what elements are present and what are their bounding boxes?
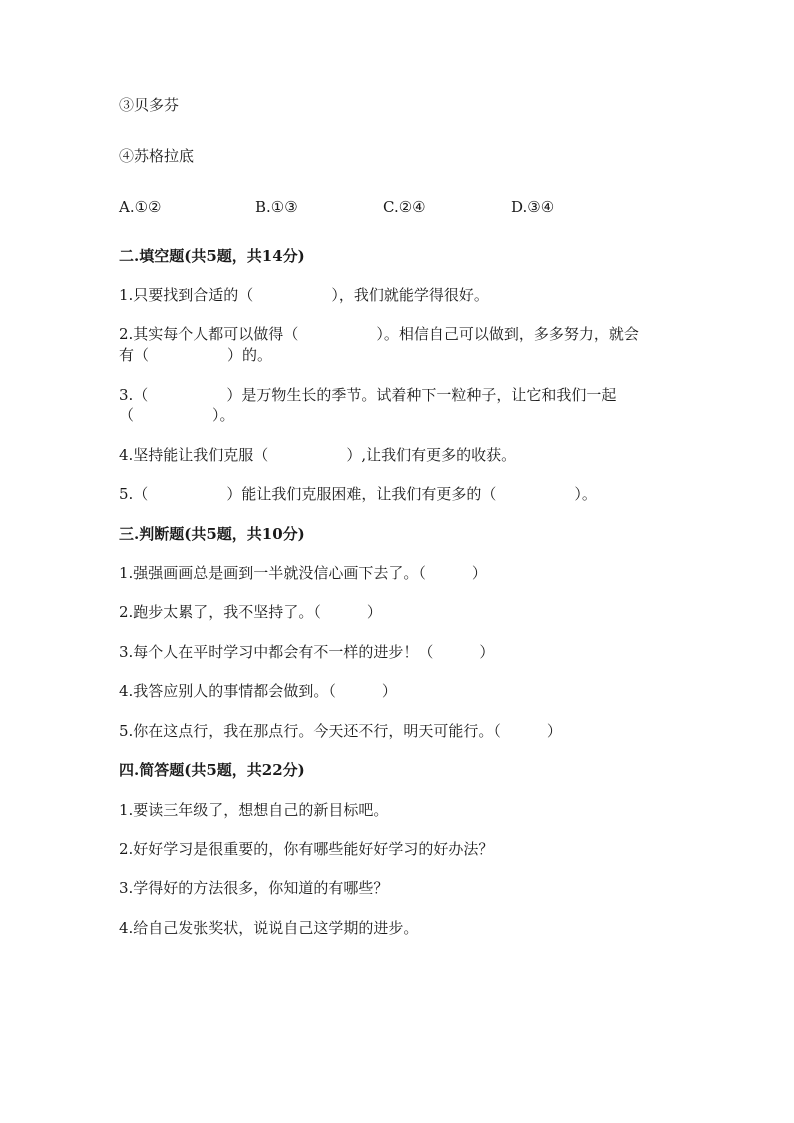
fill-q5-text-a: 5.（ (119, 485, 149, 503)
fill-q5-text-c: ）。 (574, 485, 597, 503)
fill-q1-text-b: ），我们就能学得很好。 (331, 286, 489, 304)
fill-section-heading: 二.填空题(共5题，共14分) (119, 247, 305, 265)
short-question-1: 1.要读三年级了，想想自己的新目标吧。 (119, 801, 389, 819)
judge-q1-text: 1.强强画画总是画到一半就没信心画下去了。（ (119, 564, 426, 582)
judge-section-heading: 三.判断题(共5题，共10分) (119, 525, 305, 543)
fill-q4-text-b: ）,让我们有更多的收获。 (346, 446, 517, 464)
short-section-heading: 四.简答题(共5题，共22分) (119, 761, 305, 779)
judge-q3-text: 3.每个人在平时学习中都会有不一样的进步！（ (119, 643, 434, 661)
judge-question-4 (119, 681, 397, 701)
fill-q3-text-b: ）是万物生长的季节。试着种下一粒种子，让它和我们一起 (226, 386, 617, 404)
fill-question-3-line-1 (119, 385, 616, 405)
judge-q4-text: 4.我答应别人的事情都会做到。（ (119, 682, 336, 700)
short-question-4: 4.给自己发张奖状，说说自己这学期的进步。 (119, 919, 419, 937)
fill-q3-text-d: ）。 (212, 406, 235, 424)
judge-q3-close: ） (479, 643, 495, 661)
judge-q2-close: ） (366, 603, 382, 621)
judge-question-2 (119, 602, 382, 622)
short-question-3: 3.学得好的方法很多，你知道的有哪些？ (119, 879, 389, 897)
judge-question-1 (119, 563, 487, 583)
judge-q5-close: ） (546, 722, 562, 740)
fill-question-3-line-2 (119, 405, 235, 425)
fill-q1-text-a: 1.只要找到合适的（ (119, 286, 254, 304)
fill-question-5 (119, 484, 597, 504)
fill-question-1 (119, 285, 489, 305)
mc-option-c: C.②④ (383, 198, 426, 216)
judge-question-5 (119, 721, 562, 741)
fill-q3-text-a: 3.（ (119, 386, 149, 404)
judge-q4-close: ） (381, 682, 397, 700)
judge-q2-text: 2.跑步太累了，我不坚持了。（ (119, 603, 321, 621)
judge-q5-text: 5.你在这点行，我在那点行。今天还不行，明天可能行。（ (119, 722, 501, 740)
fill-q2-text-c: 有（ (119, 346, 150, 364)
mc-item-3: ③贝多芬 (119, 96, 180, 114)
short-question-2: 2.好好学习是很重要的，你有哪些能好好学习的好办法？ (119, 840, 494, 858)
fill-question-2-line-1 (119, 324, 639, 344)
fill-q2-text-a: 2.其实每个人都可以做得（ (119, 325, 299, 343)
mc-option-b: B.①③ (255, 198, 298, 216)
fill-q4-text-a: 4.坚持能让我们克服（ (119, 446, 269, 464)
mc-item-4: ④苏格拉底 (119, 147, 195, 165)
mc-option-a: A.①② (119, 198, 162, 216)
mc-option-d: D.③④ (511, 198, 555, 216)
fill-q3-text-c: （ (119, 406, 135, 424)
judge-q1-close: ） (471, 564, 487, 582)
fill-question-4 (119, 445, 516, 465)
fill-q2-text-d: ）的。 (227, 346, 273, 364)
fill-question-2-line-2 (119, 345, 272, 365)
fill-q2-text-b: ）。相信自己可以做到，多多努力，就会 (376, 325, 639, 343)
judge-question-3 (119, 642, 494, 662)
fill-q5-text-b: ）能让我们克服困难，让我们有更多的（ (226, 485, 497, 503)
